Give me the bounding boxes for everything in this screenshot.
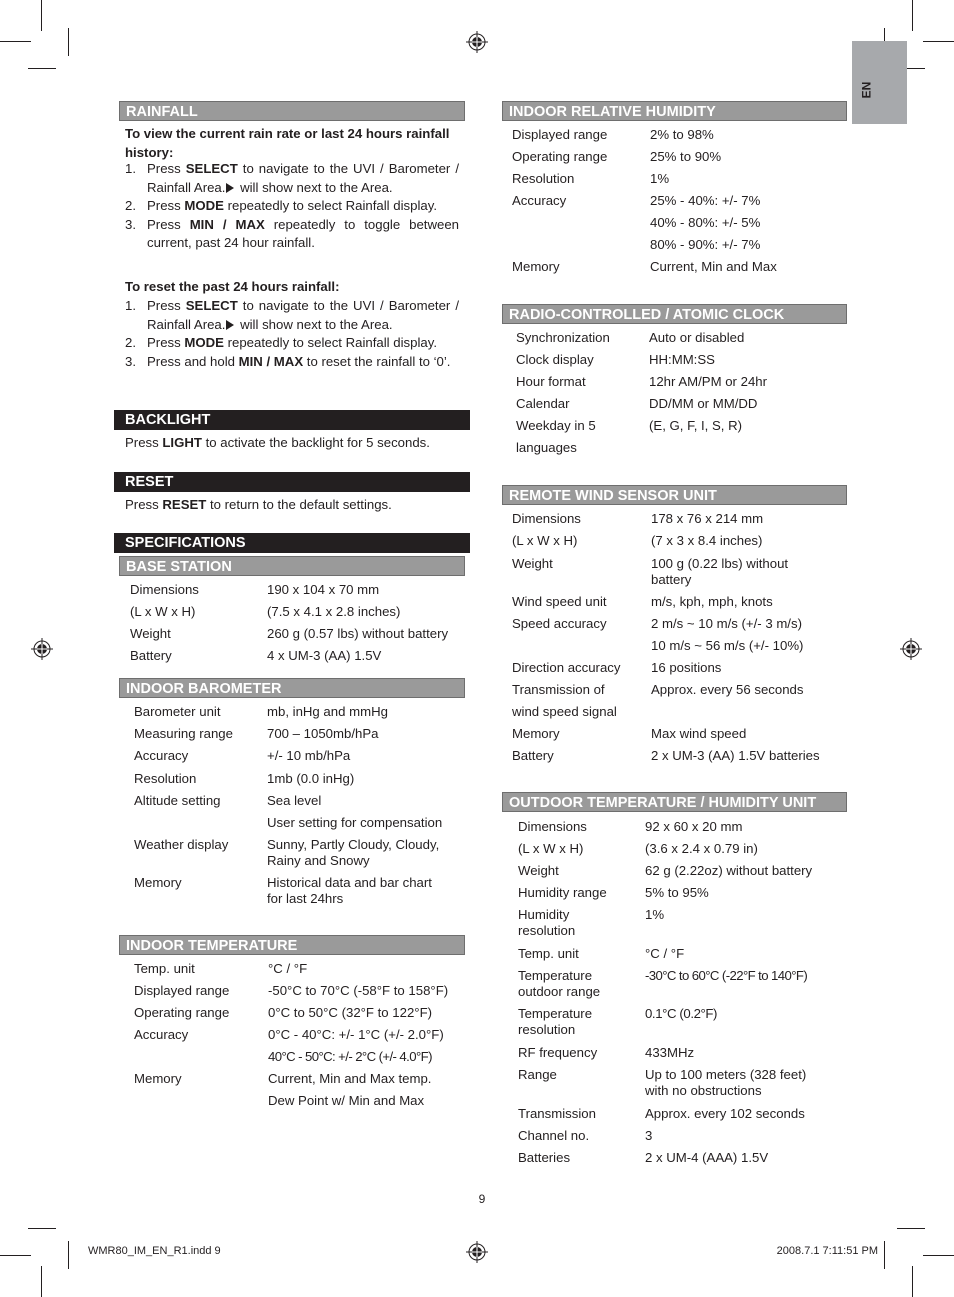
language-tab-label: EN: [859, 81, 874, 99]
triangle-right-icon: [226, 183, 234, 193]
list-item: 1. Press SELECT to navigate to the UVI / Barometer / Rainfall Area. will show next to the Area.: [125, 161, 459, 195]
base-station-header: BASE STATION: [119, 556, 465, 576]
indoor-humidity-header: INDOOR RELATIVE HUMIDITY: [502, 101, 847, 121]
backlight-header: BACKLIGHT: [114, 410, 470, 430]
specifications-header: SPECIFICATIONS: [114, 533, 470, 553]
reset-header: RESET: [114, 472, 470, 492]
list-item: 2. Press MODE repeatedly to select Rainfall display.: [125, 335, 438, 350]
rainfall-reset-title: To reset the past 24 hours rainfall:: [125, 279, 340, 294]
rainfall-view-steps: [125, 160, 459, 253]
registration-mark-icon: [31, 638, 53, 660]
footer-file-name: WMR80_IM_EN_R1.indd 9: [88, 1245, 221, 1257]
radio-clock-header: RADIO-CONTROLLED / ATOMIC CLOCK: [502, 304, 847, 324]
triangle-right-icon: [226, 320, 234, 330]
registration-mark-icon: [900, 638, 922, 660]
list-item: 2. Press MODE repeatedly to select Rainfall display.: [125, 198, 438, 213]
registration-mark-icon: [466, 1241, 488, 1263]
list-item: 1. Press SELECT to navigate to the UVI / Barometer / Rainfall Area. will show next to the Area.: [125, 298, 459, 332]
list-item: 3. Press MIN / MAX repeatedly to toggle between current, past 24 hour rainfall.: [125, 216, 459, 250]
page-number: 9: [478, 1192, 486, 1206]
wind-sensor-header: REMOTE WIND SENSOR UNIT: [502, 485, 847, 505]
registration-mark-icon: [466, 31, 488, 53]
rainfall-reset-steps: [125, 297, 459, 371]
rainfall-header: RAINFALL: [119, 101, 465, 121]
footer-datetime: 2008.7.1 7:11:51 PM: [776, 1245, 878, 1257]
backlight-text: Press LIGHT to activate the backlight for 5 seconds.: [125, 435, 430, 450]
list-item: 3. Press and hold MIN / MAX to reset the rainfall to ‘0’.: [125, 353, 451, 369]
reset-text: Press RESET to return to the default settings.: [125, 497, 392, 512]
indoor-barometer-header: INDOOR BAROMETER: [119, 678, 465, 698]
outdoor-unit-header: OUTDOOR TEMPERATURE / HUMIDITY UNIT: [502, 792, 847, 812]
indoor-temperature-header: INDOOR TEMPERATURE: [119, 935, 465, 955]
language-tab: [852, 41, 907, 124]
rainfall-view-title: To view the current rain rate or last 24 hours rainfall history:: [125, 126, 450, 160]
